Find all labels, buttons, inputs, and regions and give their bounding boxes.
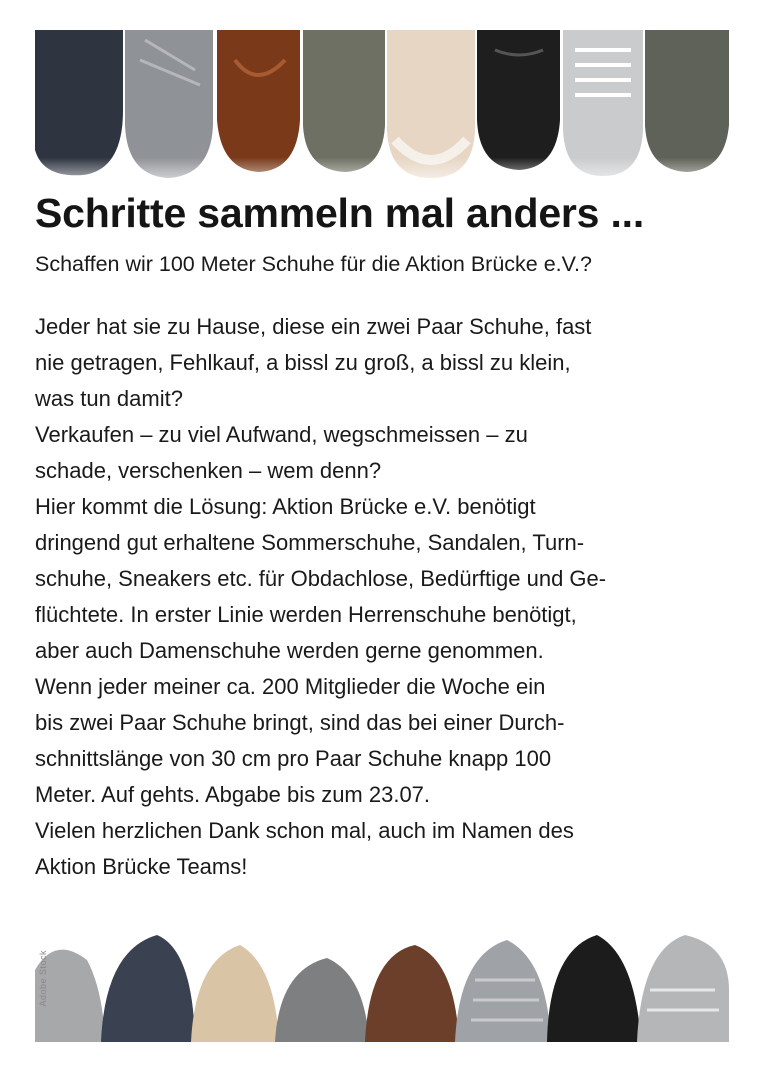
toe-grey [275,958,369,1042]
body-line: schuhe, Sneakers etc. für Obdachlose, Bedürftige und Ge- [35,566,607,591]
bottom-shoe-photo [35,930,729,1042]
shoe-toes-illustration [35,930,729,1042]
toe-beige [191,945,279,1042]
toe-black [547,935,641,1042]
body-line: schnittslänge von 30 cm pro Paar Schuhe knapp 100 [35,746,552,771]
body-line: dringend gut erhaltene Sommerschuhe, Sandalen, Turn- [35,530,585,555]
top-shoe-photo [35,30,729,180]
toe-navy [101,935,195,1042]
body-line: schade, verschenken – wem denn? [35,458,382,483]
toe-brown [365,945,459,1042]
toe-grey-knit [455,940,551,1042]
page-subtitle: Schaffen wir 100 Meter Schuhe für die Aktion Brücke e.V.? [35,252,592,276]
shoe-row-illustration [35,30,729,180]
body-line: Vielen herzlichen Dank schon mal, auch im Namen des [35,818,574,843]
page-title: Schritte sammeln mal anders ... [35,190,645,236]
article-body [35,309,735,885]
body-line: Aktion Brücke Teams! [35,854,248,879]
body-line: was tun damit? [35,386,183,411]
body-line: aber auch Damenschuhe werden gerne genommen. [35,638,544,663]
body-line: nie getragen, Fehlkauf, a bissl zu groß, a bissl zu klein, [35,350,571,375]
body-line: Hier kommt die Lösung: Aktion Brücke e.V. benötigt [35,494,536,519]
body-line: Jeder hat sie zu Hause, diese ein zwei Paar Schuhe, fast [35,314,592,339]
body-line: Verkaufen – zu viel Aufwand, wegschmeissen – zu [35,422,528,447]
body-line: flüchtete. In erster Linie werden Herrenschuhe benötigt, [35,602,577,627]
image-credit: Adobe Stock [38,950,48,1007]
body-line: bis zwei Paar Schuhe bringt, sind das bei einer Durch- [35,710,565,735]
body-line: Meter. Auf gehts. Abgabe bis zum 23.07. [35,782,431,807]
body-line: Wenn jeder meiner ca. 200 Mitglieder die Woche ein [35,674,546,699]
